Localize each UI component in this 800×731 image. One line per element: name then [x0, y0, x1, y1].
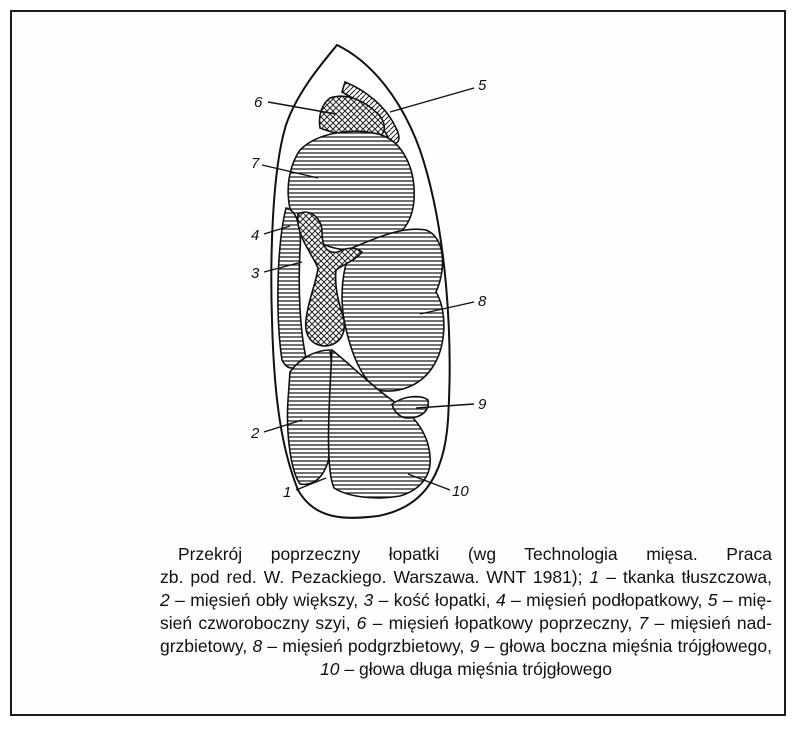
label-5: 5: [478, 77, 487, 94]
label-3: 3: [251, 265, 260, 282]
label-8: 8: [478, 293, 487, 310]
label-10: 10: [452, 483, 469, 500]
label-2: 2: [251, 425, 260, 442]
caption-line-1: Przekrój poprzeczny łopatki (wg Technologia mięsa. Praca: [178, 544, 772, 564]
caption-line-2: zb. pod red. W. Pezackiego. Warszawa. WNT 1981); 1 – tkanka tłuszczowa,: [160, 567, 772, 587]
label-9: 9: [478, 396, 487, 413]
caption-line-4: sień czworoboczny szyi, 6 – mięsień łopatkowy poprzeczny, 7 – mięsień nad-: [160, 613, 772, 633]
label-6: 6: [254, 94, 263, 111]
label-4: 4: [251, 227, 260, 244]
label-7: 7: [251, 155, 260, 172]
caption-line-6: 10 – głowa długa mięśnia trójgłowego: [320, 659, 612, 679]
caption-line-5: grzbietowy, 8 – mięsień podgrzbietowy, 9 – głowa boczna mięśnia trójgłowego,: [160, 636, 772, 656]
label-1: 1: [283, 484, 292, 501]
caption-line-3: 2 – mięsień obły większy, 3 – kość łopatki, 4 – mięsień podłopatkowy, 5 – mię-: [160, 590, 772, 610]
figure-caption: [160, 543, 772, 681]
region-2: [288, 350, 333, 484]
